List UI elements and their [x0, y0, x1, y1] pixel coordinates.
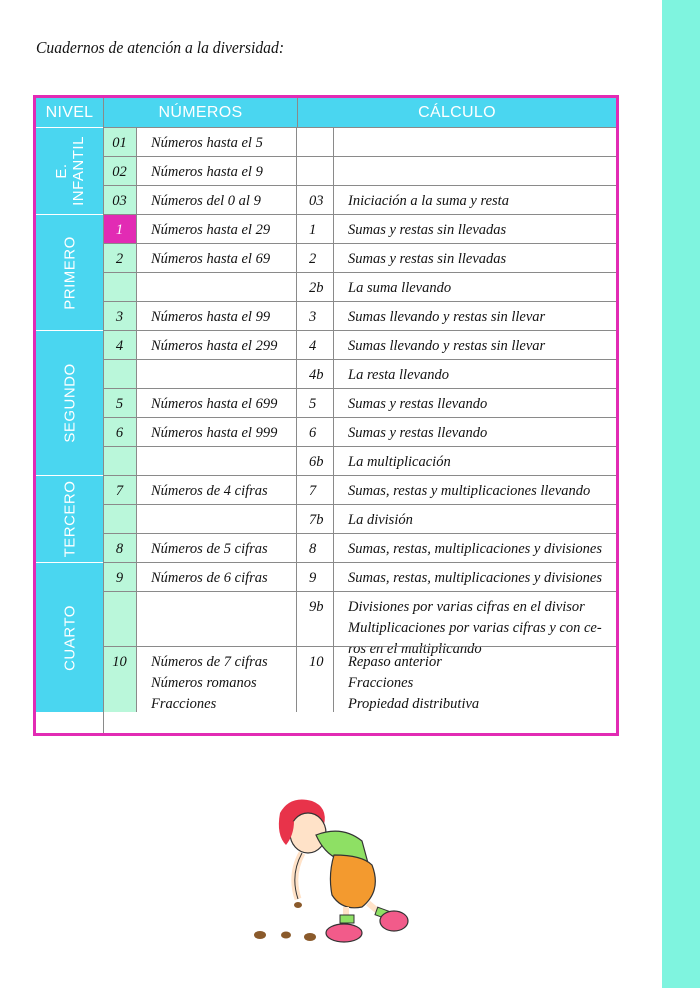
table-row: [103, 330, 616, 359]
table-row: [103, 475, 616, 504]
table-row: [103, 214, 616, 243]
numeros-topic: [137, 360, 297, 388]
numeros-topic: [137, 592, 297, 646]
calculo-topic: La división: [348, 512, 413, 528]
calculo-number: 4: [297, 331, 334, 359]
table-row: [103, 272, 616, 301]
level-label: SEGUNDO: [61, 363, 78, 443]
calculo-topic: Repaso anterior Fracciones Propiedad distributiva: [348, 654, 480, 712]
side-color-strip: [662, 0, 700, 988]
numeros-number: 03: [103, 186, 137, 214]
numeros-number: 1: [103, 215, 137, 243]
numeros-topic: Números hasta el 99: [137, 302, 297, 330]
numeros-topic: Números hasta el 299: [137, 331, 297, 359]
calculo-topic: Sumas, restas, multiplicaciones y divisiones: [348, 570, 602, 586]
numeros-topic: Números de 7 cifras Números romanos Fracciones: [137, 647, 297, 712]
girl-sowing-seeds-illustration: [250, 795, 420, 955]
numeros-number: 8: [103, 534, 137, 562]
calculo-number: 2b: [297, 273, 334, 301]
numeros-number: 9: [103, 563, 137, 591]
calculo-number: 6: [297, 418, 334, 446]
calculo-topic: Iniciación a la suma y resta: [348, 193, 509, 209]
table-row: [103, 185, 616, 214]
numeros-number: 02: [103, 157, 137, 185]
numeros-topic: [137, 447, 297, 475]
numeros-topic: Números hasta el 999: [137, 418, 297, 446]
level-block: [36, 475, 103, 562]
numeros-number: 6: [103, 418, 137, 446]
numeros-number: [103, 447, 137, 475]
numeros-topic: [137, 273, 297, 301]
calculo-number: 10: [297, 647, 334, 712]
calculo-topic: Sumas, restas, multiplicaciones y divisiones: [348, 541, 602, 557]
table-row: [103, 127, 616, 156]
numeros-number: 7: [103, 476, 137, 504]
calculo-topic: Sumas y restas sin llevadas: [348, 222, 507, 238]
page-title: Cuadernos de atención a la diversidad:: [36, 38, 285, 57]
header-nivel: NIVEL: [36, 98, 103, 127]
calculo-number: 6b: [297, 447, 334, 475]
numeros-topic: Números hasta el 699: [137, 389, 297, 417]
numeros-topic: Números hasta el 69: [137, 244, 297, 272]
numeros-number: 4: [103, 331, 137, 359]
numeros-number: [103, 505, 137, 533]
calculo-topic: [334, 157, 616, 185]
numeros-topic: Números hasta el 9: [137, 157, 297, 185]
calculo-topic: La multiplicación: [348, 454, 451, 470]
table-row: [103, 301, 616, 330]
numeros-topic: [137, 505, 297, 533]
table-row: [103, 388, 616, 417]
numeros-topic: Números del 0 al 9: [137, 186, 297, 214]
numeros-number: 2: [103, 244, 137, 272]
calculo-number: 5: [297, 389, 334, 417]
numeros-number: [103, 592, 137, 646]
calculo-topic: Sumas, restas y multiplicaciones llevando: [348, 483, 591, 499]
calculo-topic: La suma llevando: [348, 280, 452, 296]
level-block: [36, 562, 103, 712]
numeros-number: 5: [103, 389, 137, 417]
table-row: [103, 504, 616, 533]
table-header: [36, 98, 616, 127]
calculo-number: 9: [297, 563, 334, 591]
calculo-number: 8: [297, 534, 334, 562]
level-label: PRIMERO: [61, 235, 78, 310]
calculo-topic: Divisiones por varias cifras en el divisor Multiplicaciones por varias cifras y con ce- ros en el multiplicando: [348, 599, 602, 657]
level-block: [36, 330, 103, 475]
table-row: [103, 359, 616, 388]
level-block: [36, 214, 103, 330]
numeros-number: [103, 360, 137, 388]
calculo-topic: Sumas llevando y restas sin llevar: [348, 338, 546, 354]
level-label: TERCERO: [61, 480, 78, 558]
calculo-number: 4b: [297, 360, 334, 388]
calculo-topic: Sumas llevando y restas sin llevar: [348, 309, 546, 325]
table-row: [103, 417, 616, 446]
header-calculo: CÁLCULO: [297, 98, 616, 127]
calculo-number: 2: [297, 244, 334, 272]
calculo-topic: La resta llevando: [348, 367, 449, 383]
table-row: [103, 243, 616, 272]
calculo-topic: Sumas y restas llevando: [348, 425, 488, 441]
calculo-topic: [334, 128, 616, 156]
calculo-number: 7: [297, 476, 334, 504]
calculo-number: 9b: [297, 592, 334, 646]
numeros-topic: Números de 5 cifras: [137, 534, 297, 562]
numeros-number: 01: [103, 128, 137, 156]
calculo-number: [297, 128, 334, 156]
calculo-topic: Sumas y restas llevando: [348, 396, 488, 412]
calculo-topic: Sumas y restas sin llevadas: [348, 251, 507, 267]
calculo-number: 03: [297, 186, 334, 214]
table-row: [103, 533, 616, 562]
level-block: [36, 127, 103, 214]
table-row: [103, 646, 616, 712]
numeros-topic: Números de 4 cifras: [137, 476, 297, 504]
table-row: [103, 591, 616, 657]
numeros-number: [103, 273, 137, 301]
calculo-number: 3: [297, 302, 334, 330]
numeros-topic: Números hasta el 5: [137, 128, 297, 156]
calculo-number: 7b: [297, 505, 334, 533]
curriculum-table: [33, 95, 619, 736]
numeros-number: 3: [103, 302, 137, 330]
numeros-topic: Números hasta el 29: [137, 215, 297, 243]
table-row: [103, 446, 616, 475]
calculo-number: [297, 157, 334, 185]
level-label: CUARTO: [61, 604, 78, 671]
table-row: [103, 156, 616, 185]
grid-line: [103, 127, 104, 733]
calculo-number: 1: [297, 215, 334, 243]
level-label: E. INFANTIL: [52, 136, 87, 206]
table-row: [103, 562, 616, 591]
numeros-topic: Números de 6 cifras: [137, 563, 297, 591]
header-numeros: NÚMEROS: [103, 98, 297, 127]
numeros-number: 10: [103, 647, 137, 712]
